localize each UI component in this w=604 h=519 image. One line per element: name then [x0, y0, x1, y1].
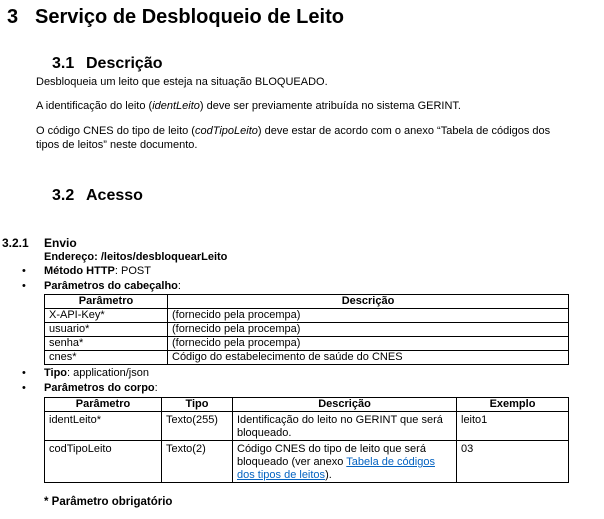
codtipoleito-term: codTipoLeito: [194, 125, 258, 137]
identleito-term: identLeito: [152, 100, 200, 112]
cabecalho-line: Parâmetros do cabeçalho:: [44, 280, 181, 292]
table-row: X-API-Key* (fornecido pela procempa): [45, 309, 569, 323]
envio-title: Envio: [44, 236, 77, 250]
section-heading: [7, 6, 344, 29]
section-number: 3: [7, 6, 19, 28]
column-header: Descrição: [168, 295, 569, 309]
table-row: usuario* (fornecido pela procempa): [45, 323, 569, 337]
metodo-line: Método HTTP: POST: [44, 265, 151, 277]
bullet-icon: •: [22, 382, 26, 394]
descricao-number: 3.1: [52, 55, 75, 72]
acesso-heading: [52, 187, 143, 205]
tabela-codigos-link[interactable]: Tabela de códigos dos tipos de leitos: [237, 456, 435, 481]
endereco-line: Endereço: /leitos/desbloquearLeito: [44, 251, 228, 263]
descricao-paragraph-1: Desbloqueia um leito que esteja na situação BLOQUEADO.: [36, 76, 328, 88]
descricao-heading: [52, 55, 163, 73]
required-footnote: * Parâmetro obrigatório: [44, 496, 173, 508]
table-row: identLeito* Texto(255) Identificação do leito no GERINT que será bloqueado. leito1: [45, 412, 569, 441]
envio-heading: [2, 236, 77, 250]
endpoint-path: /leitos/desbloquearLeito: [100, 251, 228, 263]
column-header: Parâmetro: [45, 398, 162, 412]
table-header-row: [45, 398, 569, 412]
descricao-title: Descrição: [86, 55, 163, 72]
column-header: Descrição: [233, 398, 457, 412]
bullet-icon: •: [22, 280, 26, 292]
table-row: cnes* Código do estabelecimento de saúde do CNES: [45, 351, 569, 365]
section-title: Serviço de Desbloqueio de Leito: [35, 6, 344, 28]
header-params-table: [44, 294, 569, 365]
body-params-table: [44, 397, 569, 483]
acesso-number: 3.2: [52, 187, 75, 204]
descricao-paragraph-3: O código CNES do tipo de leito (codTipoLeito) deve estar de acordo com o anexo “Tabela de códigos dos tipos de leitos” neste documento.: [36, 125, 551, 151]
acesso-title: Acesso: [86, 187, 143, 204]
column-header: Parâmetro: [45, 295, 168, 309]
table-header-row: [45, 295, 569, 309]
table-row: codTipoLeito Texto(2) Código CNES do tipo de leito que será bloqueado (ver anexo Tabela de códigos dos tipos de leitos). 03: [45, 441, 569, 483]
tipo-line: Tipo: application/json: [44, 367, 149, 379]
bullet-icon: •: [22, 367, 26, 379]
column-header: Exemplo: [457, 398, 569, 412]
descricao-paragraph-2: A identificação do leito (identLeito) deve ser previamente atribuída no sistema GERINT.: [36, 100, 461, 112]
envio-number: 3.2.1: [2, 236, 29, 250]
table-row: senha* (fornecido pela procempa): [45, 337, 569, 351]
bullet-icon: •: [22, 265, 26, 277]
column-header: Tipo: [162, 398, 233, 412]
corpo-line: Parâmetros do corpo:: [44, 382, 158, 394]
